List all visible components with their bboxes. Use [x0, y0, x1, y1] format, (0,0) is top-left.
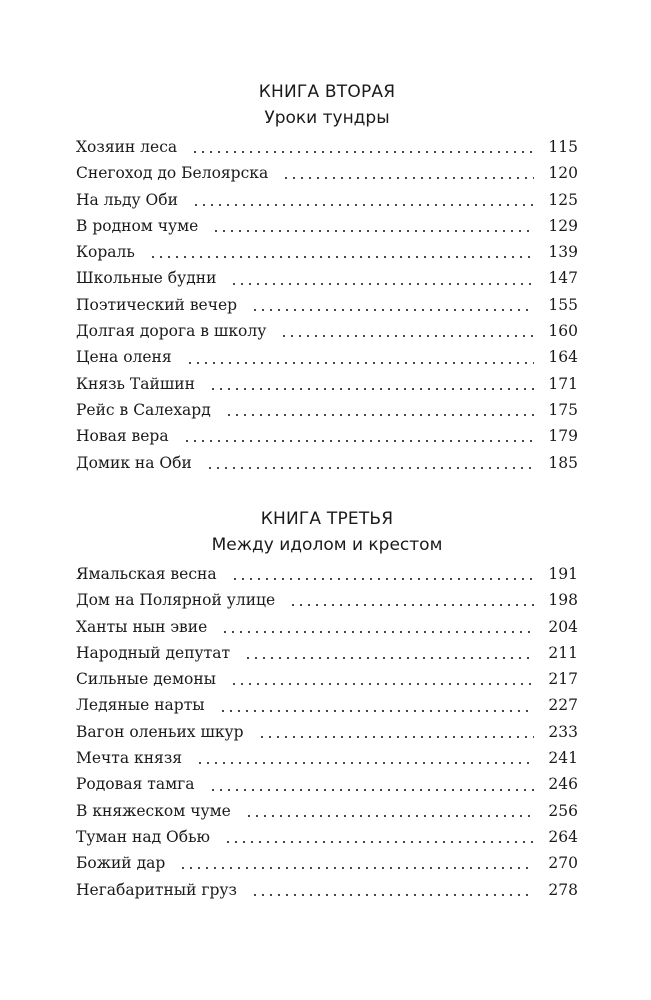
toc-entry: [76, 450, 578, 476]
page-number: 160: [548, 322, 578, 341]
page-number: 115: [548, 138, 578, 156]
toc-entry: [76, 877, 578, 903]
toc-entry: [76, 187, 578, 213]
page-number: 175: [548, 400, 578, 419]
toc-entry: [76, 771, 578, 797]
dot-leader: [149, 256, 535, 258]
chapter-title: На льду Оби: [76, 190, 178, 209]
book-section: [76, 507, 578, 903]
chapter-title: Цена оленя: [76, 348, 172, 367]
chapter-title: В княжеском чуме: [76, 801, 231, 820]
dot-leader: [282, 177, 534, 179]
page-number: 155: [548, 295, 578, 314]
toc-entry: [76, 371, 578, 397]
toc-entry: [76, 692, 578, 718]
chapter-list: [76, 561, 578, 903]
book-section: [76, 80, 578, 476]
toc-entry: [76, 239, 578, 265]
chapter-title: Ледяные нарты: [76, 696, 205, 715]
chapter-title: Туман над Обью: [76, 827, 211, 846]
chapter-list: [76, 134, 578, 476]
page-number: 246: [548, 775, 578, 794]
page-number: 191: [548, 565, 578, 583]
chapter-title: Ханты нын эвие: [76, 617, 208, 636]
chapter-title: Родовая тамга: [76, 775, 195, 794]
dot-leader: [225, 414, 535, 416]
toc-entry: [76, 134, 578, 160]
page-number: 233: [548, 722, 578, 741]
toc-entry: [76, 824, 578, 850]
dot-leader: [244, 657, 534, 659]
page-number: 185: [548, 453, 578, 472]
dot-leader: [192, 204, 534, 206]
page-number: 241: [548, 749, 578, 768]
chapter-title: Школьные будни: [76, 269, 217, 288]
dot-leader: [183, 440, 535, 442]
toc-entry: [76, 798, 578, 824]
page-number: 264: [548, 827, 578, 846]
page-number: 171: [548, 374, 578, 393]
chapter-title: В родном чуме: [76, 216, 199, 235]
dot-leader: [221, 631, 534, 633]
chapter-title: Поэтический вечер: [76, 295, 238, 314]
dot-leader: [258, 736, 535, 738]
page-number: 125: [548, 190, 578, 209]
chapter-title: Вагон оленьих шкур: [76, 722, 244, 741]
dot-leader: [224, 841, 534, 843]
toc-entry: [76, 318, 578, 344]
dot-leader: [212, 230, 534, 232]
dot-leader: [191, 151, 534, 153]
page-number: 179: [548, 427, 578, 446]
dot-leader: [209, 388, 534, 390]
book-subtitle: Между идолом и крестом: [211, 535, 443, 555]
chapter-title: Рейс в Салехард: [76, 400, 211, 419]
page-number: 270: [548, 854, 578, 873]
toc-entry: [76, 587, 578, 613]
page-number: 129: [548, 216, 578, 235]
chapter-title: Народный депутат: [76, 643, 231, 662]
toc-entry: [76, 344, 578, 370]
chapter-title: Негабаритный груз: [76, 880, 237, 899]
toc-entry: [76, 423, 578, 449]
page-number: 227: [548, 696, 578, 715]
dot-leader: [179, 867, 534, 869]
toc-entry: [76, 745, 578, 771]
page-number: 217: [548, 670, 578, 689]
toc-entry: [76, 213, 578, 239]
toc-entry: [76, 160, 578, 186]
dot-leader: [251, 309, 534, 311]
page-number: 164: [548, 348, 578, 367]
chapter-title: Сильные демоны: [76, 670, 217, 689]
dot-leader: [230, 283, 534, 285]
toc-entry: [76, 850, 578, 876]
chapter-title: Долгая дорога в школу: [76, 322, 267, 341]
book-title: КНИГА ВТОРАЯ: [258, 82, 396, 102]
book-title: КНИГА ТРЕТЬЯ: [260, 509, 394, 529]
page-number: 139: [548, 243, 578, 262]
chapter-title: Мечта князя: [76, 749, 183, 768]
dot-leader: [196, 762, 534, 764]
page-number: 147: [548, 269, 578, 288]
dot-leader: [209, 789, 535, 791]
dot-leader: [186, 362, 535, 364]
chapter-title: Снегоход до Белоярска: [76, 164, 269, 183]
dot-leader: [231, 578, 535, 580]
page-number: 256: [548, 801, 578, 820]
toc-entry: [76, 719, 578, 745]
page-number: 204: [548, 617, 578, 636]
book-subtitle: Уроки тундры: [264, 108, 390, 128]
toc-entry: [76, 265, 578, 291]
chapter-title: Ямальская весна: [76, 565, 217, 583]
chapter-title: Кораль: [76, 243, 135, 262]
toc-entry: [76, 614, 578, 640]
chapter-title: Домик на Оби: [76, 453, 192, 472]
toc-entry: [76, 640, 578, 666]
dot-leader: [251, 894, 534, 896]
page-number: 211: [548, 643, 578, 662]
chapter-title: Божий дар: [76, 854, 166, 873]
toc-entry: [76, 666, 578, 692]
chapter-title: Дом на Полярной улице: [76, 591, 276, 610]
dot-leader: [245, 815, 535, 817]
dot-leader: [230, 683, 534, 685]
toc-entry: [76, 561, 578, 587]
dot-leader: [280, 335, 534, 337]
toc-entry: [76, 397, 578, 423]
page-number: 198: [548, 591, 578, 610]
chapter-title: Новая вера: [76, 427, 169, 446]
dot-leader: [206, 467, 535, 469]
chapter-title: Князь Тайшин: [76, 374, 195, 393]
dot-leader: [289, 604, 534, 606]
dot-leader: [219, 710, 535, 712]
page-number: 278: [548, 880, 578, 899]
chapter-title: Хозяин леса: [76, 138, 178, 156]
page-number: 120: [548, 164, 578, 183]
toc-entry: [76, 292, 578, 318]
